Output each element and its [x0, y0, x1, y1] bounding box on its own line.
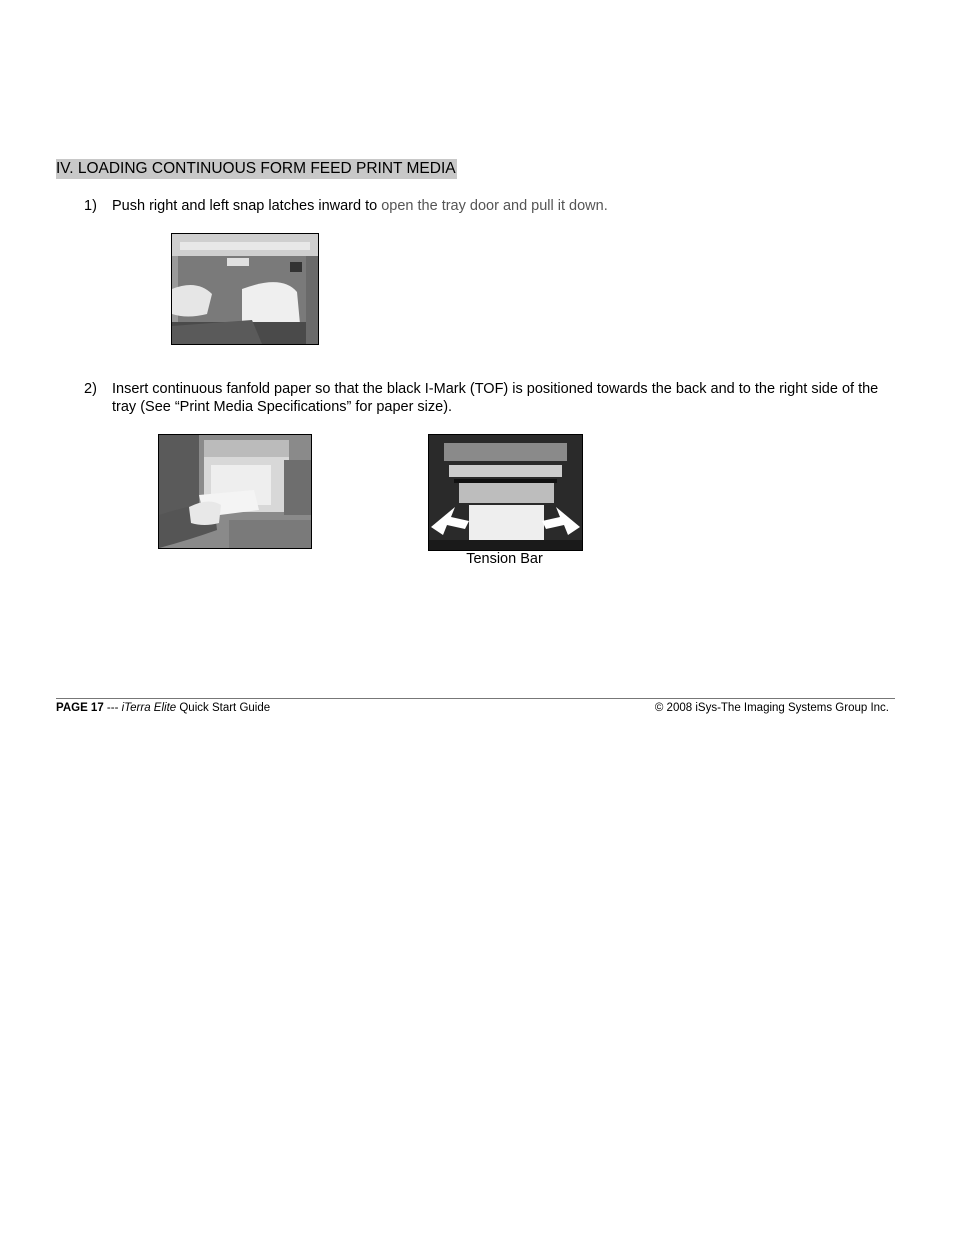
footer-page-info: [56, 701, 270, 715]
step-text-main: Push right and left snap latches inward to: [112, 198, 382, 214]
product-name: iTerra Elite: [121, 702, 177, 714]
insert-paper-photo: [158, 434, 312, 549]
step-text: Insert continuous fanfold paper so that the black I-Mark (TOF) is positioned towards the back and to the right side of the tray (See “Print Media Specifications” for paper size).: [112, 381, 879, 415]
footer-separator: ---: [103, 702, 122, 714]
step-2: [84, 380, 904, 416]
tension-bar-photo: [428, 434, 583, 551]
step-text: [112, 197, 608, 215]
step-text-tail: open the tray door and pull it down.: [381, 198, 608, 214]
page-number: PAGE 17: [56, 702, 104, 714]
step-number: 1): [84, 198, 97, 214]
tension-bar-caption: Tension Bar: [466, 551, 543, 567]
guide-title: Quick Start Guide: [176, 702, 271, 714]
section-heading: IV. LOADING CONTINUOUS FORM FEED PRINT MEDIA: [56, 160, 456, 177]
footer-copyright: © 2008 iSys-The Imaging Systems Group Inc.: [654, 702, 889, 714]
footer-divider: [56, 698, 895, 699]
tray-door-photo: [171, 233, 319, 345]
step-1: [84, 197, 904, 215]
step-number: 2): [84, 381, 97, 397]
